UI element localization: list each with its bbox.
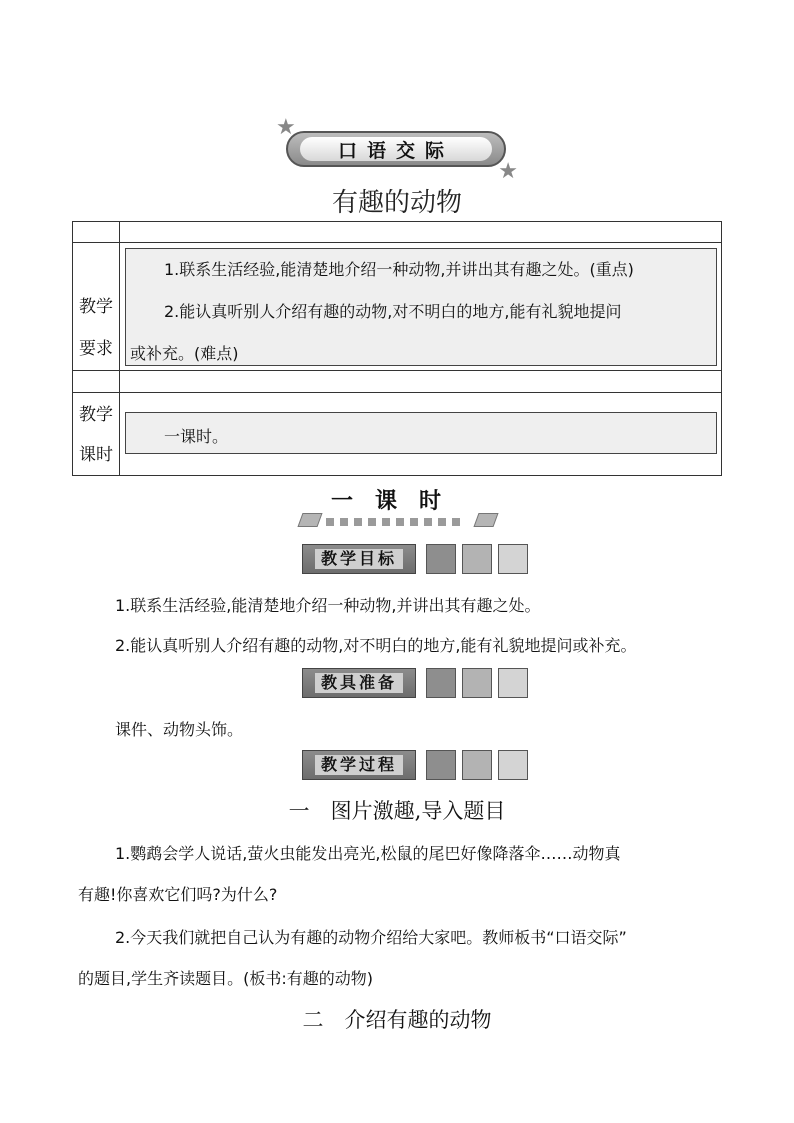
- hours-label-1: 教学: [79, 405, 113, 425]
- hours-value: 一课时。: [164, 427, 229, 446]
- requirement-line: 或补充。(难点): [130, 344, 239, 363]
- requirements-box: [125, 248, 717, 366]
- step1-paragraph-line: 的题目,学生齐读题目。(板书:有趣的动物): [78, 969, 373, 988]
- banner-pill: [286, 131, 506, 167]
- requirements-label-2: 要求: [79, 339, 113, 359]
- star-icon: ★: [498, 159, 518, 184]
- star-icon: ★: [276, 115, 296, 140]
- decorative-divider: [300, 513, 494, 529]
- objective-item: 2.能认真听别人介绍有趣的动物,对不明白的地方,能有礼貌地提问或补充。: [115, 636, 637, 655]
- hours-label-2: 课时: [79, 445, 113, 465]
- step1-paragraph-line: 1.鹦鹉会学人说话,萤火虫能发出亮光,松鼠的尾巴好像降落伞……动物真: [115, 844, 621, 863]
- section-title: 一课时: [330, 489, 463, 514]
- lesson-info-table: [72, 221, 722, 476]
- step1-paragraph-line: 有趣!你喜欢它们吗?为什么?: [78, 885, 278, 904]
- objective-item: 1.联系生活经验,能清楚地介绍一种动物,并讲出其有趣之处。: [115, 596, 541, 615]
- step1-heading: 一 图片激趣,导入题目: [288, 799, 506, 823]
- requirements-label-1: 教学: [79, 297, 113, 317]
- objectives-tag-label: 教学目标: [315, 549, 403, 569]
- banner-text: 口语交际: [300, 137, 492, 161]
- process-tag-label: 教学过程: [315, 755, 403, 775]
- requirement-line: 1.联系生活经验,能清楚地介绍一种动物,并讲出其有趣之处。(重点): [164, 260, 634, 279]
- prep-tag-label: 教具准备: [315, 673, 403, 693]
- step2-heading: 二 介绍有趣的动物: [302, 1008, 492, 1032]
- requirement-line: 2.能认真听别人介绍有趣的动物,对不明白的地方,能有礼貌地提问: [164, 302, 622, 321]
- page-title: 有趣的动物: [331, 188, 462, 218]
- prep-text: 课件、动物头饰。: [115, 720, 244, 739]
- section-banner: [276, 115, 518, 184]
- hours-box: [125, 412, 717, 454]
- step1-paragraph-line: 2.今天我们就把自己认为有趣的动物介绍给大家吧。教师板书“口语交际”: [115, 928, 627, 947]
